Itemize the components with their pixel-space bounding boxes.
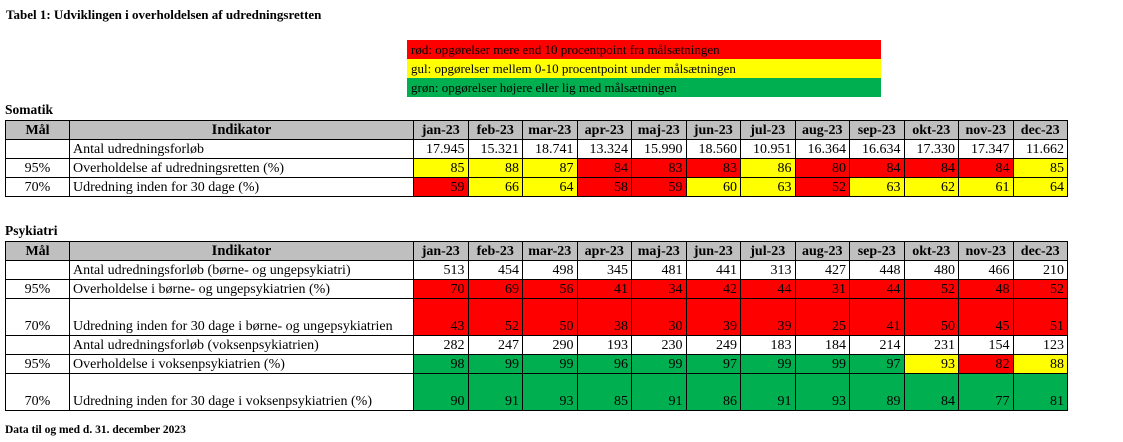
value-cell: 61 bbox=[959, 178, 1014, 197]
value-cell: 34 bbox=[632, 280, 687, 299]
table-row bbox=[6, 261, 1068, 280]
month-header: mar-23 bbox=[523, 242, 578, 261]
value-cell: 249 bbox=[686, 336, 741, 355]
month-header: jun-23 bbox=[686, 242, 741, 261]
value-cell: 448 bbox=[850, 261, 905, 280]
value-cell: 184 bbox=[795, 336, 850, 355]
value-cell: 91 bbox=[632, 374, 687, 411]
month-header: okt-23 bbox=[904, 242, 959, 261]
value-cell: 15.321 bbox=[468, 140, 523, 159]
legend-item bbox=[407, 78, 881, 97]
month-header: nov-23 bbox=[959, 121, 1014, 140]
value-cell: 247 bbox=[468, 336, 523, 355]
month-header: dec-23 bbox=[1013, 121, 1068, 140]
value-cell: 11.662 bbox=[1013, 140, 1068, 159]
month-header: apr-23 bbox=[577, 121, 632, 140]
value-cell: 84 bbox=[577, 159, 632, 178]
table-row bbox=[6, 336, 1068, 355]
month-header: maj-23 bbox=[632, 121, 687, 140]
indicator-cell: Overholdelse af udredningsretten (%) bbox=[70, 159, 414, 178]
value-cell: 193 bbox=[577, 336, 632, 355]
month-header: jul-23 bbox=[741, 242, 796, 261]
month-header: okt-23 bbox=[904, 121, 959, 140]
table-title: Tabel 1: Udviklingen i overholdelsen af udredningsretten bbox=[6, 7, 322, 22]
value-cell: 97 bbox=[686, 355, 741, 374]
value-cell: 454 bbox=[468, 261, 523, 280]
value-cell: 88 bbox=[468, 159, 523, 178]
value-cell: 99 bbox=[632, 355, 687, 374]
value-cell: 66 bbox=[468, 178, 523, 197]
legend-label: rød: opgørelser mere end 10 procentpoint fra målsætningen bbox=[407, 40, 881, 59]
value-cell: 313 bbox=[741, 261, 796, 280]
value-cell: 50 bbox=[904, 299, 959, 336]
table-row bbox=[6, 299, 1068, 336]
month-header: jan-23 bbox=[414, 242, 469, 261]
value-cell: 427 bbox=[795, 261, 850, 280]
value-cell: 91 bbox=[741, 374, 796, 411]
month-header: aug-23 bbox=[795, 121, 850, 140]
goal-cell bbox=[6, 140, 70, 159]
indicator-cell: Udredning inden for 30 dage (%) bbox=[70, 178, 414, 197]
legend-label: grøn: opgørelser højere eller lig med målsætningen bbox=[407, 78, 881, 97]
value-cell: 96 bbox=[577, 355, 632, 374]
value-cell: 97 bbox=[850, 355, 905, 374]
value-cell: 290 bbox=[523, 336, 578, 355]
indicator-cell: Overholdelse i børne- og ungepsykiatrien (%) bbox=[70, 280, 414, 299]
header-row bbox=[6, 242, 1068, 261]
goal-header: Mål bbox=[6, 242, 70, 261]
value-cell: 88 bbox=[1013, 355, 1068, 374]
indicator-header: Indikator bbox=[70, 242, 414, 261]
value-cell: 93 bbox=[523, 374, 578, 411]
value-cell: 63 bbox=[850, 178, 905, 197]
value-cell: 86 bbox=[741, 159, 796, 178]
indicator-cell: Antal udredningsforløb bbox=[70, 140, 414, 159]
value-cell: 89 bbox=[850, 374, 905, 411]
value-cell: 230 bbox=[632, 336, 687, 355]
value-cell: 17.330 bbox=[904, 140, 959, 159]
month-header: jul-23 bbox=[741, 121, 796, 140]
value-cell: 58 bbox=[577, 178, 632, 197]
value-cell: 85 bbox=[414, 159, 469, 178]
value-cell: 183 bbox=[741, 336, 796, 355]
value-cell: 62 bbox=[904, 178, 959, 197]
value-cell: 87 bbox=[523, 159, 578, 178]
value-cell: 81 bbox=[1013, 374, 1068, 411]
value-cell: 91 bbox=[468, 374, 523, 411]
value-cell: 231 bbox=[904, 336, 959, 355]
value-cell: 98 bbox=[414, 355, 469, 374]
legend-label: gul: opgørelser mellem 0-10 procentpoint under målsætningen bbox=[407, 59, 881, 78]
value-cell: 43 bbox=[414, 299, 469, 336]
value-cell: 69 bbox=[468, 280, 523, 299]
value-cell: 83 bbox=[632, 159, 687, 178]
value-cell: 85 bbox=[577, 374, 632, 411]
value-cell: 30 bbox=[632, 299, 687, 336]
table-row bbox=[6, 178, 1068, 197]
legend-item bbox=[407, 59, 881, 78]
goal-header: Mål bbox=[6, 121, 70, 140]
value-cell: 39 bbox=[741, 299, 796, 336]
value-cell: 18.741 bbox=[523, 140, 578, 159]
value-cell: 38 bbox=[577, 299, 632, 336]
table-row bbox=[6, 374, 1068, 411]
section-title-somatik: Somatik bbox=[5, 102, 54, 117]
color-legend bbox=[407, 40, 881, 97]
indicator-cell: Udredning inden for 30 dage i voksenpsykiatrien (%) bbox=[70, 374, 414, 411]
value-cell: 84 bbox=[959, 159, 1014, 178]
value-cell: 99 bbox=[741, 355, 796, 374]
table-row bbox=[6, 355, 1068, 374]
value-cell: 16.364 bbox=[795, 140, 850, 159]
value-cell: 282 bbox=[414, 336, 469, 355]
value-cell: 59 bbox=[632, 178, 687, 197]
value-cell: 44 bbox=[850, 280, 905, 299]
value-cell: 84 bbox=[904, 159, 959, 178]
value-cell: 52 bbox=[468, 299, 523, 336]
footnote: Data til og med d. 31. december 2023 bbox=[5, 424, 186, 436]
value-cell: 18.560 bbox=[686, 140, 741, 159]
value-cell: 31 bbox=[795, 280, 850, 299]
somatik-table bbox=[5, 120, 1068, 197]
value-cell: 48 bbox=[959, 280, 1014, 299]
value-cell: 41 bbox=[577, 280, 632, 299]
value-cell: 99 bbox=[468, 355, 523, 374]
value-cell: 481 bbox=[632, 261, 687, 280]
value-cell: 99 bbox=[795, 355, 850, 374]
month-header: jun-23 bbox=[686, 121, 741, 140]
goal-cell bbox=[6, 261, 70, 280]
value-cell: 16.634 bbox=[850, 140, 905, 159]
value-cell: 51 bbox=[1013, 299, 1068, 336]
month-header: nov-23 bbox=[959, 242, 1014, 261]
indicator-cell: Antal udredningsforløb (børne- og ungepsykiatri) bbox=[70, 261, 414, 280]
goal-cell: 95% bbox=[6, 355, 70, 374]
value-cell: 82 bbox=[959, 355, 1014, 374]
month-header: apr-23 bbox=[577, 242, 632, 261]
value-cell: 52 bbox=[795, 178, 850, 197]
value-cell: 17.347 bbox=[959, 140, 1014, 159]
header-row bbox=[6, 121, 1068, 140]
value-cell: 44 bbox=[741, 280, 796, 299]
table-row bbox=[6, 159, 1068, 178]
value-cell: 90 bbox=[414, 374, 469, 411]
goal-cell: 70% bbox=[6, 374, 70, 411]
value-cell: 64 bbox=[523, 178, 578, 197]
value-cell: 214 bbox=[850, 336, 905, 355]
goal-cell: 95% bbox=[6, 280, 70, 299]
goal-cell: 70% bbox=[6, 178, 70, 197]
value-cell: 210 bbox=[1013, 261, 1068, 280]
goal-cell bbox=[6, 336, 70, 355]
value-cell: 39 bbox=[686, 299, 741, 336]
value-cell: 513 bbox=[414, 261, 469, 280]
value-cell: 15.990 bbox=[632, 140, 687, 159]
value-cell: 63 bbox=[741, 178, 796, 197]
month-header: feb-23 bbox=[468, 121, 523, 140]
month-header: feb-23 bbox=[468, 242, 523, 261]
table-row bbox=[6, 140, 1068, 159]
goal-cell: 95% bbox=[6, 159, 70, 178]
value-cell: 85 bbox=[1013, 159, 1068, 178]
value-cell: 25 bbox=[795, 299, 850, 336]
value-cell: 99 bbox=[523, 355, 578, 374]
value-cell: 83 bbox=[686, 159, 741, 178]
month-header: aug-23 bbox=[795, 242, 850, 261]
value-cell: 480 bbox=[904, 261, 959, 280]
value-cell: 93 bbox=[904, 355, 959, 374]
value-cell: 84 bbox=[850, 159, 905, 178]
value-cell: 123 bbox=[1013, 336, 1068, 355]
table-row bbox=[6, 280, 1068, 299]
month-header: maj-23 bbox=[632, 242, 687, 261]
value-cell: 50 bbox=[523, 299, 578, 336]
month-header: sep-23 bbox=[850, 242, 905, 261]
value-cell: 498 bbox=[523, 261, 578, 280]
indicator-header: Indikator bbox=[70, 121, 414, 140]
month-header: jan-23 bbox=[414, 121, 469, 140]
value-cell: 41 bbox=[850, 299, 905, 336]
month-header: mar-23 bbox=[523, 121, 578, 140]
value-cell: 60 bbox=[686, 178, 741, 197]
value-cell: 59 bbox=[414, 178, 469, 197]
value-cell: 80 bbox=[795, 159, 850, 178]
value-cell: 466 bbox=[959, 261, 1014, 280]
indicator-cell: Antal udredningsforløb (voksenpsykiatrien) bbox=[70, 336, 414, 355]
value-cell: 10.951 bbox=[741, 140, 796, 159]
value-cell: 56 bbox=[523, 280, 578, 299]
value-cell: 64 bbox=[1013, 178, 1068, 197]
value-cell: 345 bbox=[577, 261, 632, 280]
value-cell: 13.324 bbox=[577, 140, 632, 159]
value-cell: 52 bbox=[1013, 280, 1068, 299]
legend-item bbox=[407, 40, 881, 59]
value-cell: 77 bbox=[959, 374, 1014, 411]
section-title-psykiatri: Psykiatri bbox=[5, 223, 58, 238]
goal-cell: 70% bbox=[6, 299, 70, 336]
indicator-cell: Overholdelse i voksenpsykiatrien (%) bbox=[70, 355, 414, 374]
value-cell: 70 bbox=[414, 280, 469, 299]
value-cell: 52 bbox=[904, 280, 959, 299]
value-cell: 86 bbox=[686, 374, 741, 411]
month-header: sep-23 bbox=[850, 121, 905, 140]
value-cell: 441 bbox=[686, 261, 741, 280]
value-cell: 84 bbox=[904, 374, 959, 411]
value-cell: 154 bbox=[959, 336, 1014, 355]
value-cell: 45 bbox=[959, 299, 1014, 336]
value-cell: 42 bbox=[686, 280, 741, 299]
month-header: dec-23 bbox=[1013, 242, 1068, 261]
value-cell: 93 bbox=[795, 374, 850, 411]
psykiatri-table bbox=[5, 241, 1068, 411]
indicator-cell: Udredning inden for 30 dage i børne- og ungepsykiatrien bbox=[70, 299, 414, 336]
value-cell: 17.945 bbox=[414, 140, 469, 159]
